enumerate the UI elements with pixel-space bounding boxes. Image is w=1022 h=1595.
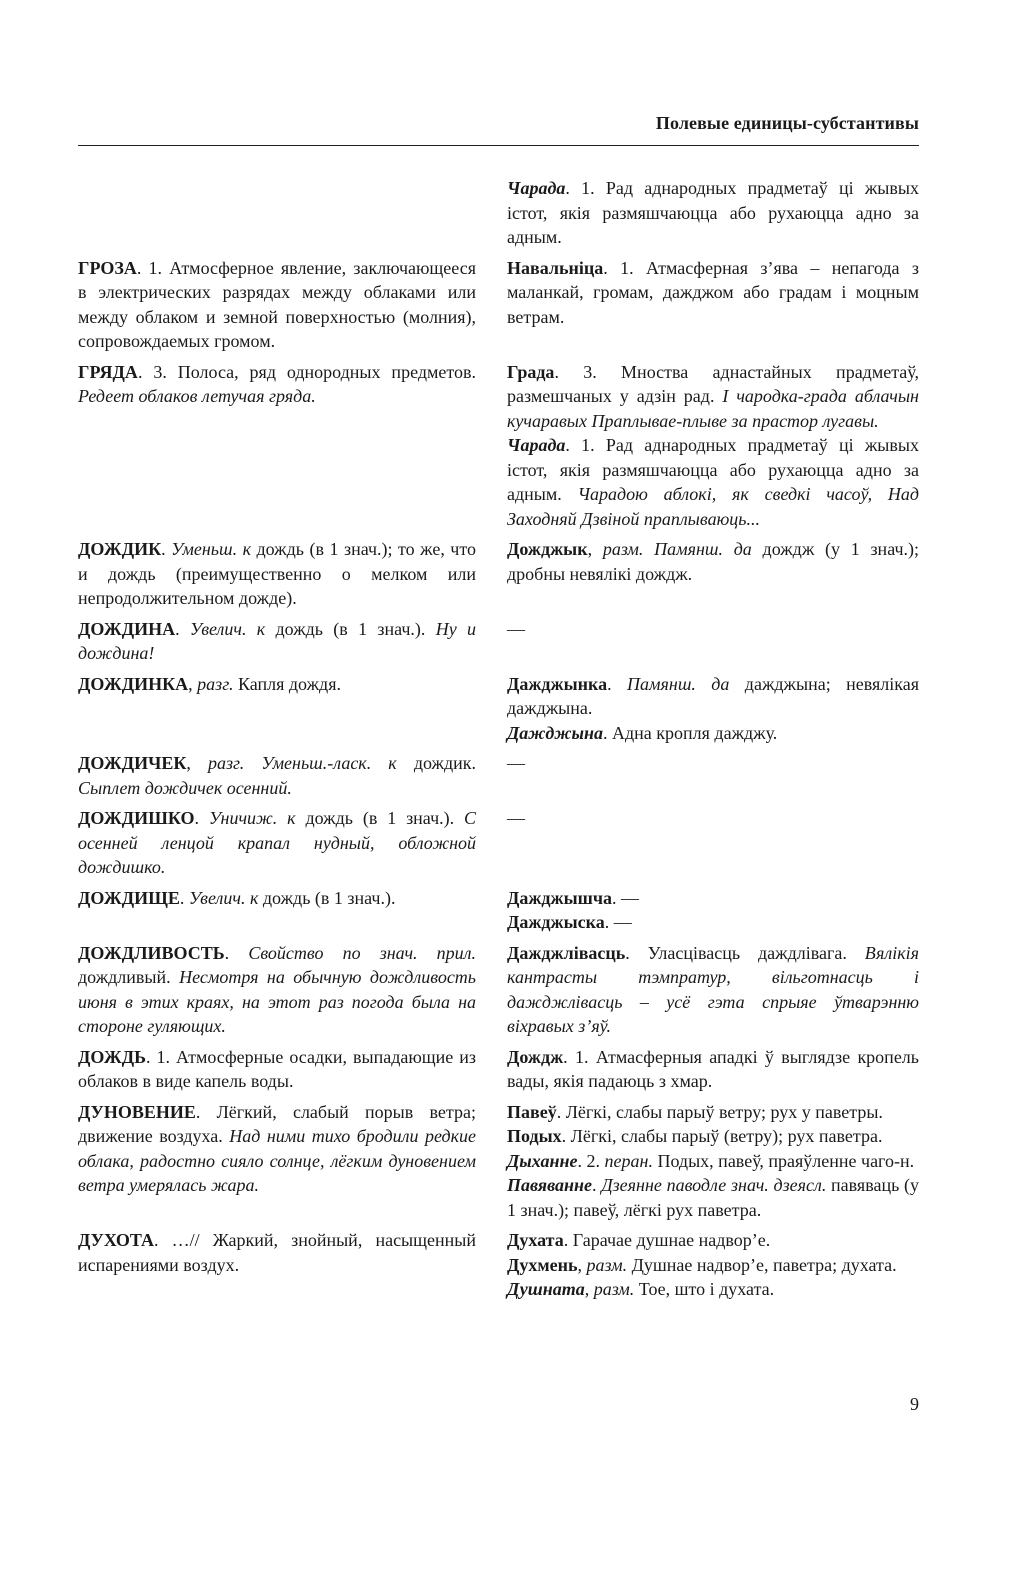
headword: Дажджыска (507, 912, 605, 932)
russian-entry-cell (78, 176, 476, 250)
headword: Подых (507, 1126, 562, 1146)
italic-text: Уменьш. к (171, 539, 251, 559)
belarusian-entry-cell (507, 1045, 919, 1094)
belarusian-entry (507, 672, 919, 721)
russian-entry-cell (78, 617, 476, 666)
headword: Дажджышча (507, 887, 612, 908)
entry-text: Подых, павеў, праяўленне чаго-н. (652, 1150, 915, 1171)
belarusian-entry-cell (507, 617, 919, 666)
entry-row (78, 176, 919, 250)
belarusian-entry (507, 941, 919, 1039)
italic-text: Несмотря на обычную дождливость июня в этих краях, на этот раз погода была на стороне гуляющих. (78, 967, 476, 1036)
entry-text: . Уласцівасць даждлівага. (625, 942, 865, 963)
italic-text: разг. (197, 673, 234, 694)
entry-text: . — (604, 912, 632, 932)
entry-row (78, 1228, 919, 1302)
entry-row (78, 941, 919, 1039)
entry-text: дажджына; невялікая дажджына. (507, 673, 919, 718)
russian-entry (78, 751, 476, 800)
headword: Душната (507, 1279, 585, 1299)
page-number: 9 (910, 1394, 919, 1414)
entry-text: . 2. (577, 1150, 605, 1171)
entry-text: дождь (в 1 знач.). (295, 808, 464, 828)
russian-entry (78, 256, 476, 354)
italic-text: Вялікія кантрасты тэмпратур, вільготнасць і дажджлівасць – усё гэта спрыяе ўтварэнню віхравых з’яў. (507, 942, 919, 1036)
russian-entry-cell (78, 806, 476, 880)
russian-entry-cell (78, 886, 476, 935)
headword: ДОЖДЛИВОСТЬ (78, 942, 225, 963)
italic-text: Дзеянне паводле знач. дзеясл. (601, 1175, 827, 1195)
headword: Чарада (507, 435, 566, 455)
belarusian-entry (507, 1045, 919, 1094)
italic-text: Чарадою аблокі, як сведкі часоў, Над Заходняй Дзвіной праплываюць... (507, 484, 919, 529)
headword: ДОЖДИШКО (78, 808, 195, 828)
belarusian-entry (507, 1149, 919, 1174)
entry-text: Капля дождя. (233, 673, 341, 694)
entry-text: . 3. Мноства аднастайных прадметаў, размешчаных у адзін рад. (507, 361, 919, 406)
belarusian-entry (507, 176, 919, 250)
entry-text: . (194, 808, 209, 828)
russian-entry-cell (78, 672, 476, 746)
belarusian-entry (507, 910, 919, 935)
italic-text: Памянш. да (627, 673, 730, 694)
belarusian-entry-cell (507, 256, 919, 354)
entry-text: . 3. Полоса, ряд однородных предметов. (137, 361, 476, 382)
entry-row (78, 360, 919, 532)
italic-text: разм. Памянш. да (602, 539, 752, 559)
entry-text: . 1. Рад аднародных прадметаў ці жывых істот, якія размяшчаюцца або рухаюцца адно за адным. (507, 178, 919, 247)
headword: Павеў (507, 1101, 557, 1122)
headword: Духмень (507, 1254, 578, 1275)
entry-text: , (577, 1254, 587, 1275)
italic-text: І чародка-града аблачын кучаравых Праплывае-плыве за прастор лугавы. (507, 386, 919, 431)
entry-text: . (161, 539, 172, 559)
headword: ДОЖДИЩЕ (78, 887, 180, 908)
headword: ГРЯДА (78, 361, 138, 382)
russian-entry (78, 1228, 476, 1277)
entry-text: дождь (в 1 знач.). (258, 887, 396, 908)
entry-text: . (591, 1175, 602, 1195)
entry-text: , (587, 539, 603, 559)
entry-text: . Адна кропля дажджу. (603, 722, 778, 743)
belarusian-entry (507, 256, 919, 330)
italic-text: Сыплет дождичек осенний. (78, 777, 292, 798)
russian-entry-cell (78, 1100, 476, 1223)
headword: ГРОЗА (78, 257, 137, 278)
belarusian-entry-cell (507, 751, 919, 800)
headword: Града (507, 361, 555, 382)
russian-entry (78, 1100, 476, 1198)
running-head: Полевые единицы-субстантивы (655, 113, 919, 133)
entry-row (78, 672, 919, 746)
italic-text: С осенней ленцой крапал нудный, обложной дождишко. (78, 808, 477, 877)
entry-text: , (186, 753, 208, 773)
entry-text: . (224, 942, 249, 963)
headword: Духата (507, 1230, 564, 1250)
belarusian-entry-cell (507, 672, 919, 746)
headword: Павяванне (507, 1175, 592, 1195)
russian-entry (78, 1045, 476, 1094)
italic-text: Увелич. к (189, 618, 266, 639)
headword: Дожджык (507, 539, 588, 559)
header-rule (78, 145, 919, 146)
italic-text: разг. Уменьш.-ласк. к (207, 753, 397, 773)
headword: Дажджына (507, 722, 603, 743)
entry-row (78, 1100, 919, 1223)
entry-row (78, 806, 919, 880)
belarusian-entry (507, 721, 919, 746)
belarusian-entry-cell (507, 886, 919, 935)
entry-text: . Лёгкі, слабы парыў ветру; рух у паветры. (556, 1101, 883, 1122)
belarusian-entry (507, 1277, 919, 1302)
headword: Дыханне (507, 1150, 578, 1171)
belarusian-entry (507, 806, 919, 831)
belarusian-entry (507, 1173, 919, 1222)
entry-row (78, 537, 919, 611)
entry-text: павяваць (у 1 знач.); павеў, лёгкі рух паветра. (507, 1175, 919, 1220)
italic-text: перан. (604, 1150, 653, 1171)
russian-entry-cell (78, 941, 476, 1039)
headword: ДОЖДИЧЕК (78, 753, 187, 773)
entry-text: . Лёгкий, слабый порыв ветра; движение воздуха. (78, 1101, 476, 1146)
headword: ДОЖДЬ (78, 1046, 147, 1067)
headword: Чарада (507, 178, 566, 198)
italic-text: Редеет облаков летучая гряда. (78, 386, 316, 406)
headword: Дождж (507, 1046, 564, 1067)
belarusian-entry (507, 1253, 919, 1278)
entry-row (78, 256, 919, 354)
entry-text: дождик. (396, 753, 476, 773)
belarusian-entry (507, 433, 919, 531)
italic-text: разм. (586, 1254, 628, 1275)
belarusian-entry-cell (507, 806, 919, 880)
italic-text: разм. (593, 1279, 635, 1299)
entry-text: . 1. Рад аднародных прадметаў ці жывых істот, якія размяшчаюцца або рухаюцца адно за адным. (507, 435, 919, 504)
entry-text: Тое, што і духата. (634, 1279, 775, 1299)
entry-text: дождь (в 1 знач.); то же, что и дождь (преимущественно о мелком или непродолжительном дожде). (78, 539, 476, 608)
italic-text: Уничиж. к (208, 808, 296, 828)
italic-text: Свойство по знач. прил. (248, 942, 477, 963)
russian-entry (78, 886, 476, 911)
belarusian-entry (507, 360, 919, 434)
entry-text: Душнае надвор’е, паветра; духата. (627, 1254, 897, 1275)
russian-entry (78, 941, 476, 1039)
entry-text: . (179, 887, 189, 908)
belarusian-entry (507, 537, 919, 586)
italic-text: Увелич. к (188, 887, 259, 908)
russian-entry-cell (78, 360, 476, 532)
entry-text: . 1. Атмосферное явление, заключающееся в электрических разрядах между облаками или между облаком и земной поверхностью (молния), сопровождаемых громом. (78, 257, 476, 351)
entry-text: . Гарачае душнае надвор’е. (563, 1230, 771, 1250)
russian-entry-cell (78, 1045, 476, 1094)
entry-text: — (507, 618, 525, 639)
entry-text: . 1. Атмасферная з’ява – непагода з маланкай, громам, дажджом або градам і моцным ветрам. (507, 257, 919, 327)
headword: ДУНОВЕНИЕ (78, 1101, 196, 1122)
belarusian-entry-cell (507, 537, 919, 611)
dictionary-table (78, 176, 919, 1308)
headword: Дажджынка (507, 673, 608, 694)
russian-entry (78, 617, 476, 666)
belarusian-entry (507, 751, 919, 776)
entry-text: дождж (у 1 знач.); дробны невялікі дождж. (507, 539, 920, 584)
russian-entry (78, 360, 476, 409)
headword: ДОЖДИНА (78, 618, 176, 639)
headword: Дажджлівасць (507, 942, 626, 963)
italic-text: Ну и дождина! (78, 618, 476, 663)
entry-text: дождливый. (78, 967, 180, 987)
belarusian-entry (507, 1100, 919, 1125)
entry-row (78, 751, 919, 800)
belarusian-entry (507, 886, 919, 911)
entry-text: , (188, 673, 198, 694)
entry-text: . 1. Атмосферные осадки, выпадающие из облаков в виде капель воды. (78, 1046, 476, 1091)
entry-text: дождь (в 1 знач.). (265, 618, 436, 639)
belarusian-entry-cell (507, 1100, 919, 1223)
headword: Навальніца (507, 257, 604, 278)
russian-entry (78, 537, 476, 611)
entry-text: . (607, 673, 628, 694)
entry-row (78, 886, 919, 935)
italic-text: Над ними тихо бродили редкие облака, радостно сияло солнце, лёгким дуновением ветра умерялась жара. (78, 1126, 477, 1195)
russian-entry-cell (78, 1228, 476, 1302)
russian-entry (78, 672, 476, 697)
headword: ДОЖДИК (78, 539, 162, 559)
belarusian-entry-cell (507, 360, 919, 532)
entry-text: . 1. Атмасферныя ападкі ў выглядзе кропель вады, якія падаюць з хмар. (507, 1046, 919, 1091)
entry-row (78, 617, 919, 666)
belarusian-entry (507, 1124, 919, 1149)
russian-entry-cell (78, 751, 476, 800)
belarusian-entry (507, 1228, 919, 1253)
headword: ДОЖДИНКА (78, 673, 189, 694)
entry-text: . …// Жаркий, знойный, насыщенный испарениями воздух. (78, 1230, 476, 1275)
belarusian-entry-cell (507, 176, 919, 250)
russian-entry-cell (78, 537, 476, 611)
entry-text: . — (612, 887, 639, 908)
belarusian-entry (507, 617, 919, 642)
belarusian-entry-cell (507, 1228, 919, 1302)
russian-entry (78, 806, 476, 880)
headword: ДУХОТА (78, 1230, 155, 1250)
entry-text: — (507, 753, 525, 773)
entry-text: . (175, 618, 190, 639)
entry-text: , (584, 1279, 594, 1299)
russian-entry-cell (78, 256, 476, 354)
entry-text: . Лёгкі, слабы парыў (ветру); рух паветра. (561, 1126, 883, 1146)
entry-row (78, 1045, 919, 1094)
belarusian-entry-cell (507, 941, 919, 1039)
entry-text: — (507, 808, 525, 828)
